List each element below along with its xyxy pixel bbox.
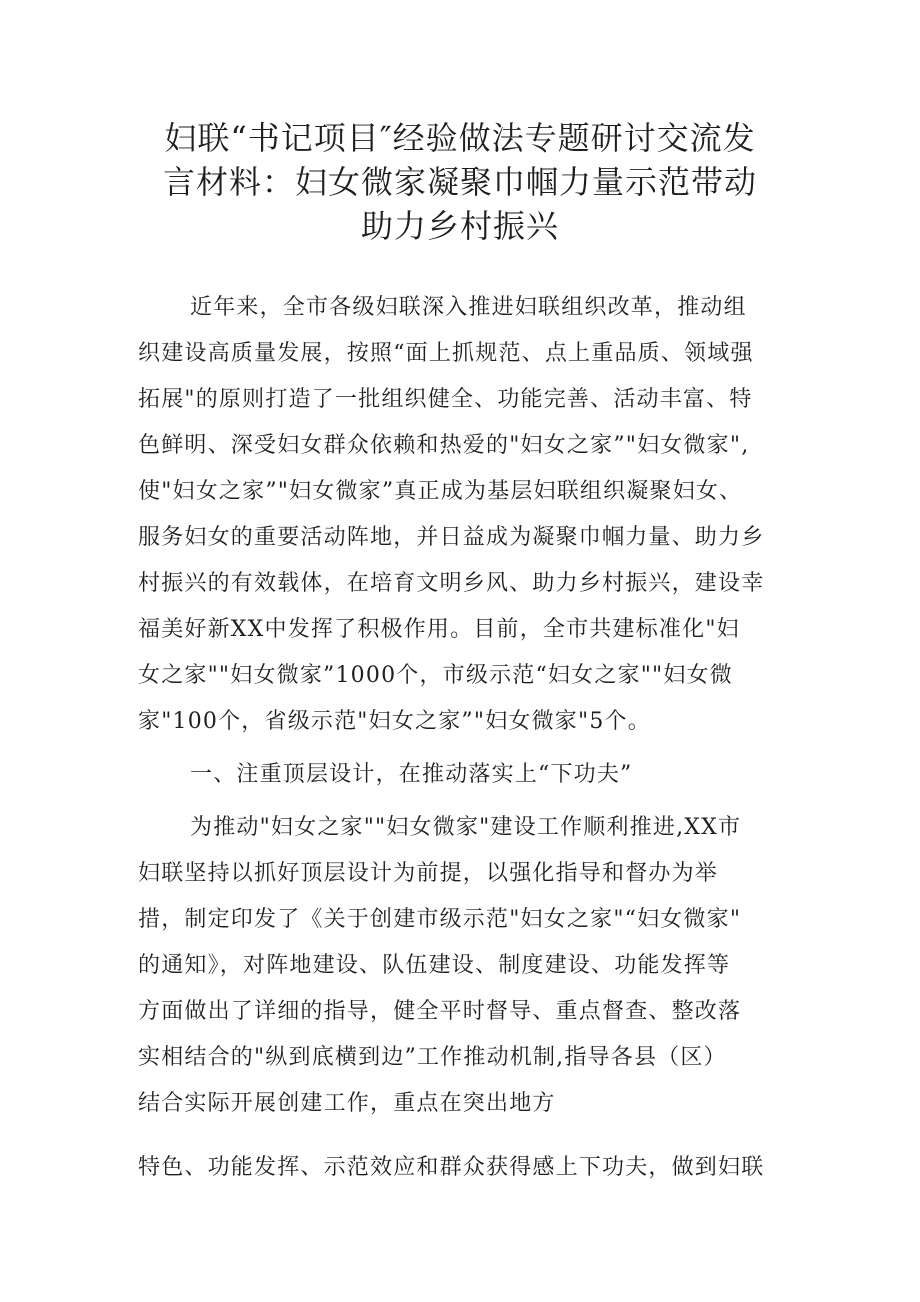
paragraph-line: 福美好新XX中发挥了积极作用。目前，全市共建标准化"妇 bbox=[138, 617, 740, 642]
paragraph-line: 结合实际开展创建工作，重点在突出地方 bbox=[138, 1091, 556, 1116]
paragraph-line: 拓展"的原则打造了一批组织健全、功能完善、活动丰富、特 bbox=[138, 387, 753, 412]
paragraph-line: 色鲜明、深受妇女群众依赖和热爱的"妇女之家”"妇女微家", bbox=[138, 433, 750, 458]
paragraph-line: 为推动"妇女之家""妇女微家"建设工作顺利推进,XX市 bbox=[190, 815, 742, 840]
paragraph-line: 家"100个，省级示范"妇女之家”"妇女微家"5个。 bbox=[138, 709, 651, 734]
paragraph-line: 特色、功能发挥、示范效应和群众获得感上下功夫，做到妇联 bbox=[138, 1155, 765, 1180]
title-line: 助力乡村振兴 bbox=[360, 207, 559, 245]
paragraph-line: 的通知》，对阵地建设、队伍建设、制度建设、功能发挥等 bbox=[138, 953, 731, 978]
title-line: 妇联“书记项目″经验做法专题研讨交流发 bbox=[164, 119, 756, 157]
paragraph-line: 措，制定印发了《关于创建市级示范"妇女之家"“妇女微家" bbox=[138, 907, 742, 932]
paragraph-line: 使"妇女之家”"妇女微家”真正成为基层妇联组织凝聚妇女、 bbox=[138, 479, 743, 504]
paragraph-line: 方面做出了详细的指导，健全平时督导、重点督查、整改落 bbox=[138, 999, 742, 1024]
paragraph-line: 妇联坚持以抓好顶层设计为前提，以强化指导和督办为举 bbox=[138, 861, 719, 886]
paragraph-line: 实相结合的"纵到底横到边”工作推动机制,指导各县（区） bbox=[138, 1045, 727, 1070]
paragraph-line: 女之家""妇女微家”1000个，市级示范“妇女之家""妇女微 bbox=[138, 663, 733, 688]
paragraph-line: 服务妇女的重要活动阵地，并日益成为凝聚巾帼力量、助力乡 bbox=[138, 525, 765, 550]
title-line: 言材料：妇女微家凝聚巾帼力量示范带动 bbox=[162, 163, 757, 201]
paragraph-line: 织建设高质量发展，按照“面上抓规范、点上重品质、领域强 bbox=[138, 341, 754, 366]
section-heading-1: 一、注重顶层设计，在推动落实上“下功夫” bbox=[190, 762, 633, 787]
paragraph-line: 近年来，全市各级妇联深入推进妇联组织改革，推动组 bbox=[190, 295, 747, 320]
document-title bbox=[120, 116, 800, 248]
paragraph-line: 村振兴的有效载体，在培育文明乡风、助力乡村振兴，建设幸 bbox=[138, 571, 765, 596]
